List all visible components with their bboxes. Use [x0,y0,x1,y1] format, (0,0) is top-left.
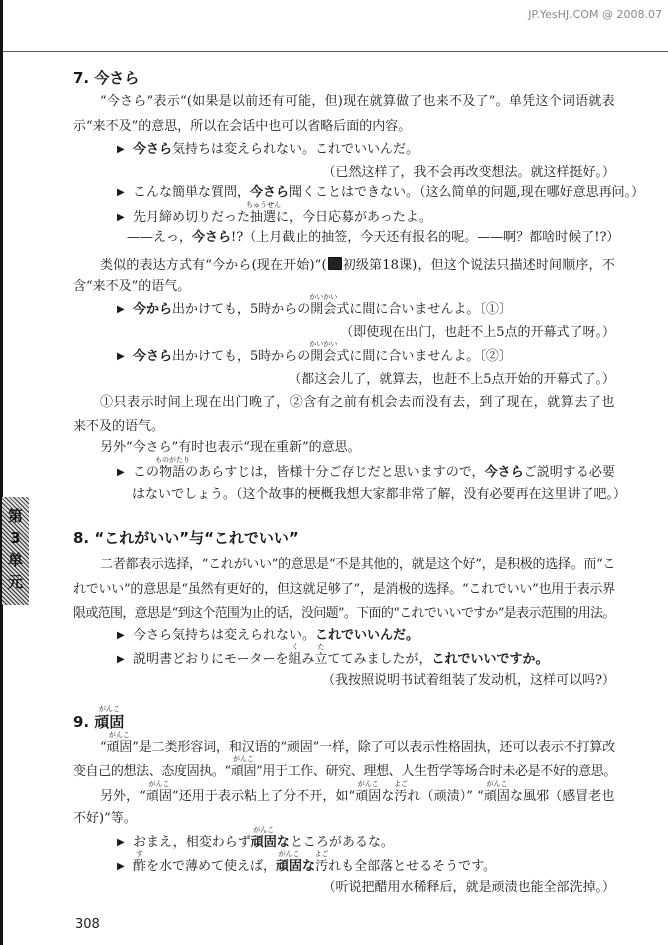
text-line [73,279,190,295]
furigana: がんこ [108,731,130,739]
text-segment: ご説明する必要 [523,465,615,480]
ruby-base: 抽選 [250,210,277,225]
text-segment: 9. [73,713,95,731]
text-segment: 限或范围，意思是“到这个范围为止的话，没问题”。下面的“これでいいですか”是表示范围的用法。 [73,606,615,621]
text-line [73,811,137,827]
text-segment: ててみましたが， [327,652,432,667]
ruby-base: 頑固 [94,713,125,731]
furigana: く [291,643,299,651]
scan-left-border [0,0,3,945]
section-heading [73,530,299,546]
ruby-word [314,643,328,668]
text-line [100,440,361,456]
text-segment: み [301,652,315,667]
text-segment: （我按照说明书试着组装了发动机，这样可以吗?） [322,673,615,688]
bullet-arrow-icon: ▶ [117,861,125,872]
ruby-word [145,780,173,805]
example-sentence [133,826,394,851]
ruby-word [393,780,408,805]
text-line [127,230,619,246]
text-segment: を水で薄めて使えば， [146,859,277,874]
text-segment: こんな簡単な質問， [133,185,251,200]
text-line [100,731,616,756]
example-sentence [133,456,615,481]
text-segment: はないでしょう。（这个故事的梗概我想大家都非常了解，没有必要再在这里讲了吧。） [132,487,627,502]
text-line [100,257,615,273]
text-segment: 变自己的想法、态度固执。“ [73,764,231,779]
bullet-arrow-icon: ▶ [117,144,125,155]
text-segment: 気持ちは変えられない。これでいいんだ。 [172,142,420,157]
furigana: よご [314,850,329,858]
translation-line [340,325,615,341]
bullet-arrow-icon: ▶ [117,630,125,641]
ruby-base: 開会 [310,349,337,364]
furigana: がんこ [357,780,379,788]
ruby-base: 酢 [133,859,147,874]
ruby-word [250,826,277,851]
bold-phrase: 今から [133,302,173,317]
ruby-word [106,731,133,756]
ruby-base: 頑固 [250,835,277,850]
text-segment: ”用于工作、研究、理想、人生哲学等场合时未必是不好的意思。 [256,764,617,779]
furigana: た [317,643,325,651]
text-line [73,582,615,598]
ruby-word [314,850,329,875]
text-segment: 另外“今さら”有时也表示“现在重新”的意思。 [100,440,361,455]
text-segment: れでいい”的意思是“虽然有更好的，但这就足够了”，是消极的选择。“これでいい”也用于表示界 [73,582,615,597]
bold-phrase: 今さら [192,230,232,245]
text-segment: 聞くことはできない。（这么简单的问题,现在哪好意思再问。） [289,185,645,200]
section-heading [73,70,139,86]
furigana: がんこ [148,780,170,788]
translation-line [322,673,615,689]
text-segment: に，今日応募があったよ。 [276,210,432,225]
text-segment: 今さら気持ちは変えられない。 [133,628,316,643]
text-segment: （听说把醋用水稀释后，就是顽渍也能全部洗掉。） [322,880,615,895]
text-segment: のあらすじは，皆様十分ご存じだと思いますので， [185,465,485,480]
header-rule [3,51,668,52]
furigana: がんこ [486,780,508,788]
text-line [100,94,615,110]
translation-line [322,880,615,896]
text-segment: 二者都表示选择，“これがいい”的意思是“不是其他的，就是这个好”，是积极的选择。而“こ [100,557,616,572]
ruby-base: 頑固 [483,789,510,804]
ruby-base: 頑固 [276,859,303,874]
example-sentence [133,850,497,875]
bold-phrase: これでいいですか。 [431,652,549,667]
furigana: かいかい [309,340,338,348]
bold-phrase: 今さら [133,142,173,157]
text-segment: （即使现在出门，也赶不上5点的开幕式了呀。） [340,325,615,340]
text-segment: れも全部落とせるそうです。 [328,859,497,874]
furigana: がんこ [278,850,300,858]
ruby-base: 頑固 [230,764,257,779]
watermark: JP.YesHJ.COM @ 2008.07 [528,8,662,21]
ruby-word [355,780,382,805]
ruby-word [309,340,338,365]
text-segment: 式に間に合いませんよ。〔①〕 [336,302,512,317]
text-segment: 式に間に合いませんよ。〔②〕 [336,349,512,364]
text-segment: ①只表示时间上现在出门晚了，②含有之前有机会去而没有去，到了现在，就算去了也 [100,395,615,410]
example-sentence [133,643,549,668]
ruby-base: 物語 [159,465,186,480]
ruby-word [155,456,191,481]
text-segment: 7. 今さら [73,69,140,87]
bullet-arrow-icon: ▶ [117,351,125,362]
bullet-arrow-icon: ▶ [117,187,125,198]
bullet-arrow-icon: ▶ [117,654,125,665]
text-segment: 出かけても，5時からの [172,302,311,317]
text-segment: 类似的表达方式有“今から(现在开始)”( [100,258,327,273]
bold-phrase: これでいいんだ。 [315,628,420,643]
example-sentence [133,293,512,318]
text-segment: 含“来不及”的语气。 [73,279,191,294]
ruby-word [309,293,338,318]
ruby-word [246,201,282,226]
text-segment: 先月締め切りだった [133,210,251,225]
ruby-word [288,643,302,668]
text-line [73,419,164,435]
furigana: す [136,850,143,858]
section-heading [73,705,125,731]
text-segment: 説明書どおりにモーターを [133,652,289,667]
furigana: ものがたり [155,456,191,464]
bullet-arrow-icon: ▶ [117,467,125,478]
furigana: がんこ [253,826,275,834]
bullet-arrow-icon: ▶ [117,212,125,223]
text-line [73,755,617,780]
furigana: がんこ [98,705,120,713]
text-line [100,780,615,805]
ruby-base: 頑固 [106,740,133,755]
text-segment: “ [100,740,107,755]
text-segment: ——えっ， [127,230,193,245]
bold-phrase: 今さら [250,185,290,200]
text-segment: 初级第18课)，但这个说法只描述时间顺序，不 [342,258,615,273]
text-segment: 示“来不及”的意思，所以在会话中也可以省略后面的内容。 [73,119,412,134]
text-segment: れ（顽渍）” “ [407,789,484,804]
furigana: かいかい [309,293,338,301]
ruby-base: 汚 [394,789,408,804]
bold-phrase: な [276,835,290,850]
text-segment: 出かけても，5時からの [172,349,311,364]
text-line [73,606,615,622]
text-segment: な [381,789,395,804]
ruby-word [276,850,303,875]
side-unit-tab [2,497,29,605]
text-segment: （都这会儿了，就算去，也赶不上5点开始的开幕式了。） [288,372,615,387]
example-sentence [133,142,419,158]
example-sentence [133,185,644,201]
text-segment: この [133,465,160,480]
furigana: ちゅうせん [246,201,282,209]
translation-line [288,372,615,388]
ruby-word [230,755,257,780]
text-segment: 8. “これがいい”与“これでいい” [73,529,299,547]
ruby-word [133,850,147,875]
text-segment: おまえ，相変わらず [133,835,251,850]
text-segment: ”还用于表示粘上了分不开，如“ [172,789,356,804]
example-sentence [133,628,419,644]
text-segment: 来不及的语气。 [73,419,165,434]
text-line [100,557,615,573]
text-segment: ”是二类形容词，和汉语的“顽固”一样，除了可以表示性格固执，还可以表示不打算改 [132,740,616,755]
text-segment: 不好)”等。 [73,811,137,826]
bullet-arrow-icon: ▶ [117,837,125,848]
bullet-arrow-icon: ▶ [117,304,125,315]
text-segment: ところがあるな。 [289,835,394,850]
bold-phrase: 今さら [133,349,173,364]
bold-phrase: 今さら [484,465,524,480]
text-segment: な風邪（感冒老也 [510,789,615,804]
ruby-base: 汚 [315,859,329,874]
ruby-base: 立 [314,652,328,667]
text-segment: 另外，“ [100,789,146,804]
ruby-base: 頑固 [355,789,382,804]
ruby-base: 頑固 [145,789,173,804]
furigana: よご [393,780,408,788]
furigana: がんこ [232,755,254,763]
text-line [73,119,411,135]
example-sentence [133,340,512,365]
ruby-base: 組 [288,652,302,667]
text-line [100,395,615,411]
book-icon [328,257,342,270]
side-unit-tab-label: 第3单元 [7,507,23,591]
text-segment: “今さら”表示“(如果是以前还有可能，但)现在就算做了也来不及了”。单凭这个词语就表 [100,94,615,109]
page-number: 308 [75,917,100,932]
ruby-word [483,780,510,805]
ruby-word [94,705,125,731]
translation-line [322,165,615,181]
text-segment: !?（上月截止的抽签，今天还有报名的呢。——啊？都啥时候了!?） [231,230,620,245]
text-line [132,487,626,503]
text-segment: （已然这样了，我不会再改变想法。就这样挺好。） [322,165,615,180]
bold-phrase: な [302,859,316,874]
example-sentence [133,201,432,226]
ruby-base: 開会 [310,302,337,317]
